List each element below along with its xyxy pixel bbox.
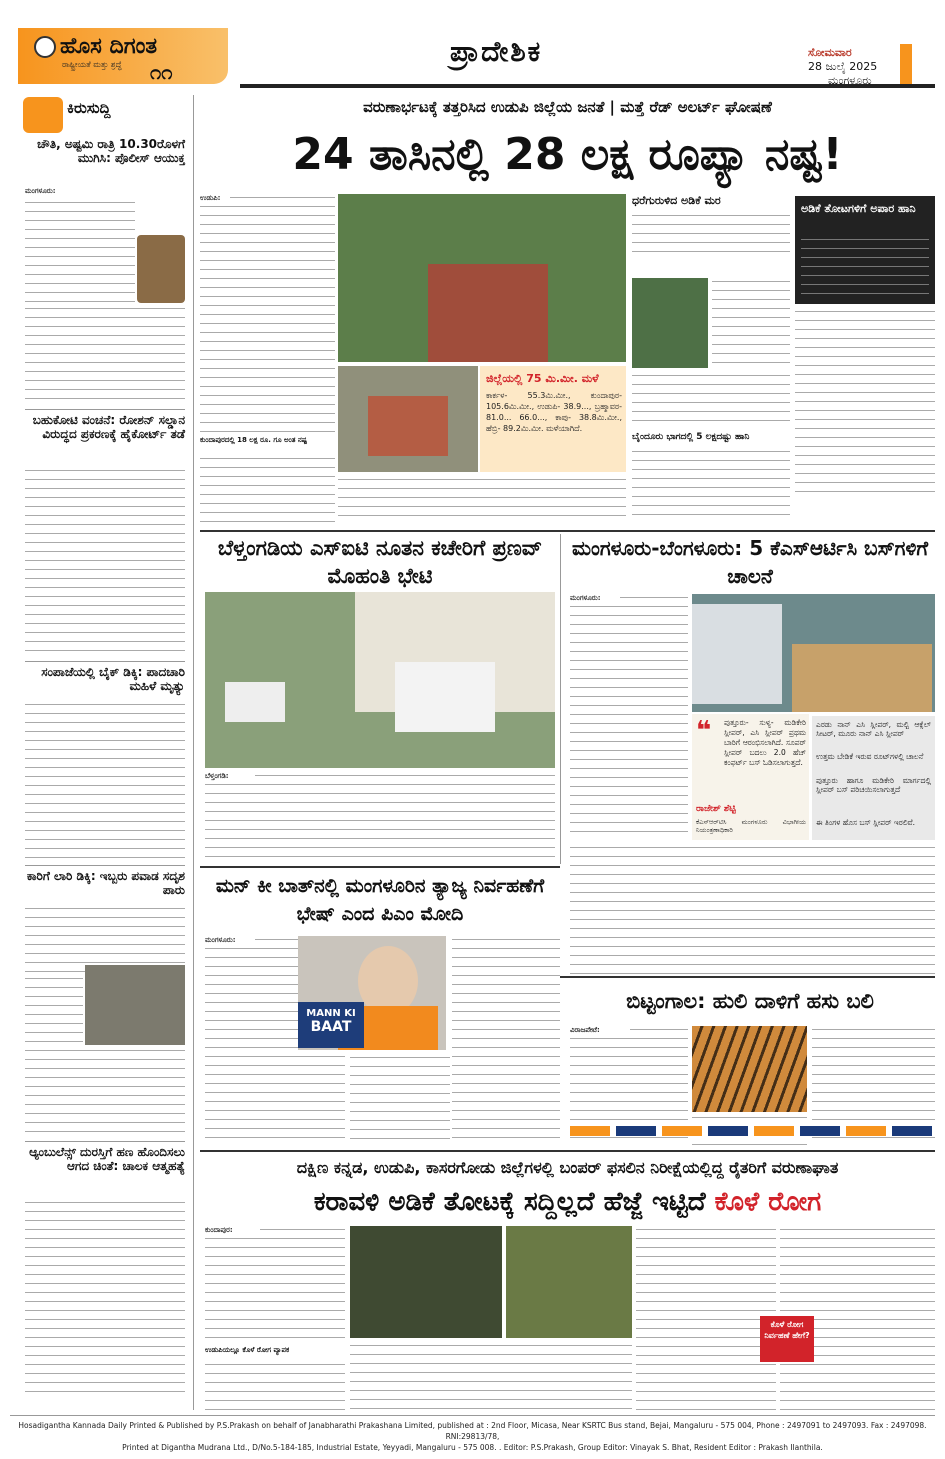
logo-tagline: ರಾಷ್ಟ್ರೀಯತೆ ಮತ್ತು ಶ್ರದ್ಧೆ (62, 60, 122, 69)
arecanut-box (632, 194, 790, 524)
kole-headline-main: ಕರಾವಳಿ ಅಡಿಕೆ ತೋಟಕ್ಕೆ ಸದ್ದಿಲ್ಲದೆ ಹೆಜ್ಜೆ ಇಟ್ಟಿದೆ (313, 1187, 706, 1217)
imprint-line-1: Hosadigantha Kannada Daily Printed & Published by P.S.Prakash on behalf of Janabharathi Prakashana Limited, published at : 2nd Floor, Micasa, Near KSRTC Bus stand, Bejai, Mangaluru - 575 004, Phone : 2497091 to 2497093. Fax : 2497098. RNI:29813/78, (18, 1421, 927, 1441)
brief-body-4b (25, 975, 83, 1045)
page-number: ೧೧ (150, 60, 173, 84)
house-tree-photo (338, 194, 626, 362)
brief-title-4: ಕಾರಿಗೆ ಲಾರಿ ಡಿಕ್ಕಿ: ಇಬ್ಬರು ಪವಾಡ ಸದೃಶ ಪಾರು (26, 869, 185, 897)
arecanut-text-2 (712, 278, 790, 368)
dark-info-box (795, 196, 935, 304)
mkb-body-3 (452, 936, 560, 1146)
brief-title-3: ಸಂಪಾಜೆಯಲ್ಲಿ ಬೈಕ್ ಡಿಕ್ಕಿ: ಪಾದಚಾರಿ ಮಹಿಳೆ ಮೃತ್ಯು (41, 665, 185, 693)
side-list-item-1: ಎರಡು ನಾನ್ ಎಸಿ ಸ್ಲೀಪರ್, ಮಲ್ಟಿ ಆಕ್ಸೆಲ್ ಸೀಟರ್, ಮೂರು ನಾನ್ ಎಸಿ ಸ್ಲೀಪರ್ (816, 720, 931, 738)
arecanut-text-3 (632, 372, 790, 428)
kole-body-3 (636, 1226, 776, 1410)
fallen-nuts-photo (350, 1226, 502, 1338)
quote-role: ಕೆಎಸ್ಆರ್‌ಟಿಸಿ ಮಂಗಳೂರು ವಿಭಾಗೀಯ ನಿಯಂತ್ರಣಾಧಿಕಾರಿ (696, 818, 806, 834)
masthead (0, 0, 945, 90)
date-label: 28 ಜುಲೈ 2025 (808, 60, 878, 73)
car-accident-photo (85, 965, 185, 1045)
tiger-photo (692, 1026, 807, 1112)
hand-icon (23, 97, 63, 133)
lead-body-col1 (200, 194, 335, 524)
briefs-header: ಕಿರುಸುದ್ದಿ (67, 99, 111, 117)
kole-body-2 (350, 1342, 632, 1410)
badge-line-1: MANN KI (306, 1008, 356, 1019)
accent-bar (900, 44, 912, 84)
kole-subhead: ಉಡುಪಿಯಲ್ಲೂ ಕೊಳೆ ರೋಗ ವ್ಯಾಪಕ (205, 1346, 345, 1358)
mkb-dateline: ಮಂಗಳೂರು: (205, 936, 255, 946)
kole-headline (200, 1184, 935, 1220)
kole-kicker: ದಕ್ಷಿಣ ಕನ್ನಡ, ಉಡುಪಿ, ಕಾಸರಗೋಡು ಜಿಲ್ಲೆಗಳಲ್ಲಿ ಬಂಪರ್ ಫಸಲಿನ ನಿರೀಕ್ಷೆಯಲ್ಲಿದ್ದ ರೈತರಿಗೆ ವರುಣಾಘಾತ (296, 1158, 839, 1177)
brief-body-2 (25, 467, 185, 657)
rain-box-title: ಜಿಲ್ಲೆಯಲ್ಲಿ 75 ಮಿ.ಮೀ. ಮಳೆ (486, 372, 599, 385)
sit-headline: ಬೆಳ್ತಂಗಡಿಯ ಎಸ್ಐಟಿ ನೂತನ ಕಚೇರಿಗೆ ಪ್ರಣವ್ ಮೊಹಂತಿ ಭೇಟಿ (217, 536, 543, 588)
badge-line-2: BAAT (310, 1019, 352, 1035)
lead-body-col2 (338, 476, 626, 524)
quote-icon: ❝ (696, 716, 712, 746)
fallen-tree-photo (632, 278, 708, 368)
city-label: ಮಂಗಳೂರು (828, 74, 872, 87)
ksrtc-headline: ಮಂಗಳೂರು-ಬೆಂಗಳೂರು: 5 ಕೆಎಸ್ಆರ್ಟಿಸಿ ಬಸ್‌ಗಳಿಗೆ ಚಾಲನೆ (571, 536, 929, 588)
kole-headline-red: ಕೊಳೆ ರೋಗ (714, 1187, 822, 1217)
collapsed-house-photo (338, 366, 478, 472)
ksrtc-body-2 (570, 844, 935, 974)
tiger-headline: ಬಿಟ್ಟಂಗಾಲ: ಹುಲಿ ದಾಳಿಗೆ ಹಸು ಬಲಿ (626, 989, 874, 1013)
brief-body-5 (25, 1199, 185, 1399)
section-title: ಪ್ರಾದೇಶಿಕ (450, 35, 543, 68)
briefs-column (15, 95, 190, 1410)
kole-body-1 (205, 1226, 345, 1410)
brief-title-1: ಚೌತಿ, ಅಷ್ಟಮಿ ರಾತ್ರಿ 10.30ರೊಳಗೆ ಮುಗಿಸಿ: ಪೊಲೀಸ್ ಆಯುಕ್ತ (37, 137, 185, 165)
arecanut-box-title: ಧರೆಗುರುಳಿದ ಅಡಿಕೆ ಮರ (632, 194, 721, 207)
brief-dateline-1: ಮಂಗಳೂರು: (25, 187, 56, 195)
ksrtc-body-1 (570, 594, 688, 834)
mann-ki-baat-badge (298, 1002, 364, 1048)
brief-body-3 (25, 701, 185, 861)
lead-kicker: ವರುಣಾರ್ಭಟಕ್ಕೆ ತತ್ತರಿಸಿದ ಉಡುಪಿ ಜಿಲ್ಲೆಯ ಜನತೆ | ಮತ್ತೆ ರೆಡ್ ಅಲರ್ಟ್ ಘೋಷಣೆ (363, 98, 772, 116)
bus-launch-photo (692, 594, 935, 712)
quote-box (692, 714, 809, 840)
day-label: ಸೋಮವಾರ (808, 46, 852, 59)
rain-stats-box (480, 366, 626, 472)
loss-label: ಬೈಂದೂರು ಭಾಗದಲ್ಲಿ 5 ಲಕ್ಷದಷ್ಟು ಹಾನಿ (632, 432, 750, 442)
brief-body-1b (25, 305, 185, 405)
dark-box-title: ಅಡಿಕೆ ತೋಟಗಳಿಗೆ ಅಪಾರ ಹಾನಿ (801, 202, 916, 215)
sit-office-photo (205, 592, 555, 768)
lead-body-col4 (795, 308, 935, 498)
brief-title-5: ಆ್ಯಂಬುಲೆನ್ಸ್ ದುರಸ್ತಿಗೆ ಹಣ ಹೊಂದಿಸಲು ಆಗದ ಚಿಂತೆ: ಚಾಲಕ ಆತ್ಮಹತ್ಯೆ (29, 1145, 185, 1173)
police-photo (137, 235, 185, 303)
side-list-item-3: ಪುತ್ತೂರು ಹಾಗೂ ಮಡಿಕೇರಿ ಮಾರ್ಗದಲ್ಲಿ ಸ್ಲೀಪರ್ ಬಸ್ ಪರಿಚಯಿಸಲಾಗುತ್ತದೆ (816, 776, 931, 794)
sit-dateline: ಬೆಳ್ತಂಗಡಿ: (205, 772, 255, 782)
imprint-line-2: Printed at Digantha Mudrana Ltd., D/No.5-184-185, Industrial Estate, Yeyyadi, Mangaluru - 575 008. . Editor: P.S.Prakash, Group Editor: Vinayak S. Bhat, Resident Editor : Prakash Ilanthila. (122, 1443, 823, 1452)
mkb-headline: ಮನ್ ಕೀ ಬಾತ್‌ನಲ್ಲಿ ಮಂಗಳೂರಿನ ತ್ಯಾಜ್ಯ ನಿರ್ವಹಣೆಗೆ ಭೇಷ್ ಎಂದ ಪಿಎಂ ಮೋದಿ (215, 875, 545, 925)
sit-body (205, 772, 555, 862)
kole-dateline: ಕುಂದಾಪುರ: (205, 1226, 260, 1236)
brief-body-4c (25, 1047, 185, 1137)
lead-dateline: ಉಡುಪಿ: (200, 194, 230, 204)
diseased-bunch-photo (506, 1226, 632, 1338)
decorative-strip (570, 1126, 935, 1136)
brief-title-2: ಬಹುಕೋಟಿ ವಂಚನೆ: ರೋಶನ್ ಸಲ್ಡಾನ ವಿರುದ್ಧದ ಪ್ರಕರಣಕ್ಕೆ ಹೈಕೋರ್ಟ್ ತಡೆ (32, 413, 185, 441)
lead-headline: 24 ತಾಸಿನಲ್ಲಿ 28 ಲಕ್ಷ ರೂಪ್ಯಾ ನಷ್ಟ! (292, 129, 843, 180)
ksrtc-side-list (812, 716, 935, 840)
dateline-box (808, 46, 877, 88)
kole-red-box: ಕೊಳೆ ರೋಗ ನಿರ್ವಹಣೆ ಹೇಗೆ? (760, 1316, 814, 1362)
quote-name: ರಾಜೇಶ್ ಶೆಟ್ಟಿ (696, 804, 736, 814)
logo-title: ಹೊಸ ದಿಗಂತ (60, 34, 158, 59)
imprint-footer (10, 1420, 935, 1453)
side-list-item-4: ಈ ತಿಂಗಳ ಹೊಸ ಬಸ್ ಸ್ಲೀಪರ್ ಇರಲಿವೆ. (816, 818, 915, 827)
lotus-icon (34, 36, 56, 58)
brief-body-1 (25, 199, 135, 303)
side-list-item-2: ಉತ್ತಮ ಬೇಡಿಕೆ ಇರುವ ರೂಟ್‌ಗಳಲ್ಲಿ ಚಾಲನೆ (816, 752, 924, 761)
dark-box-text (801, 236, 929, 298)
arecanut-text-1 (632, 212, 790, 256)
quote-text: ಪುತ್ತೂರು- ಸುಳ್ಯ- ಮಡಿಕೇರಿ ಸ್ಲೀಪರ್, ಎಸಿ ಸ್ಲೀಪರ್ ಪ್ರಥಮ ಬಾರಿಗೆ ಆರಂಭಿಸಲಾಗಿದೆ. ಸೂಪರ್ ಸ್ಲೀಪರ್ ಬದಲು 2.0 ಹೆಚ್ ಕಂಫರ್ಟ್ ಬಸ್ ಓಡಿಸಲಾಗುತ್ತದೆ. (724, 718, 806, 767)
tiger-dateline: ವಿರಾಜಪೇಟೆ: (570, 1026, 630, 1036)
arecanut-text-4 (632, 448, 790, 518)
mkb-body-2 (350, 1054, 450, 1146)
lead-subhead: ಕುಂದಾಪುರದಲ್ಲಿ 18 ಲಕ್ಷ ರೂ. ಗೂ ಅಂತ ನಷ್ಟ (200, 436, 335, 454)
rain-box-text: ಕಾರ್ಕಳ- 55.3ಮಿ.ಮೀ., ಕುಂದಾಪುರ- 105.6ಮಿ.ಮೀ., ಉಡುಪಿ- 38.9..., ಬ್ರಹ್ಮಾವರ- 81.0... 66.0..., ಕಾಪು- 38.8ಮಿ.ಮೀ., ಹೆಬ್ರಿ- 89.2ಮಿ.ಮೀ. ಮಳೆಯಾಗಿದೆ. (486, 391, 622, 433)
ksrtc-dateline: ಮಂಗಳೂರು: (570, 594, 620, 604)
